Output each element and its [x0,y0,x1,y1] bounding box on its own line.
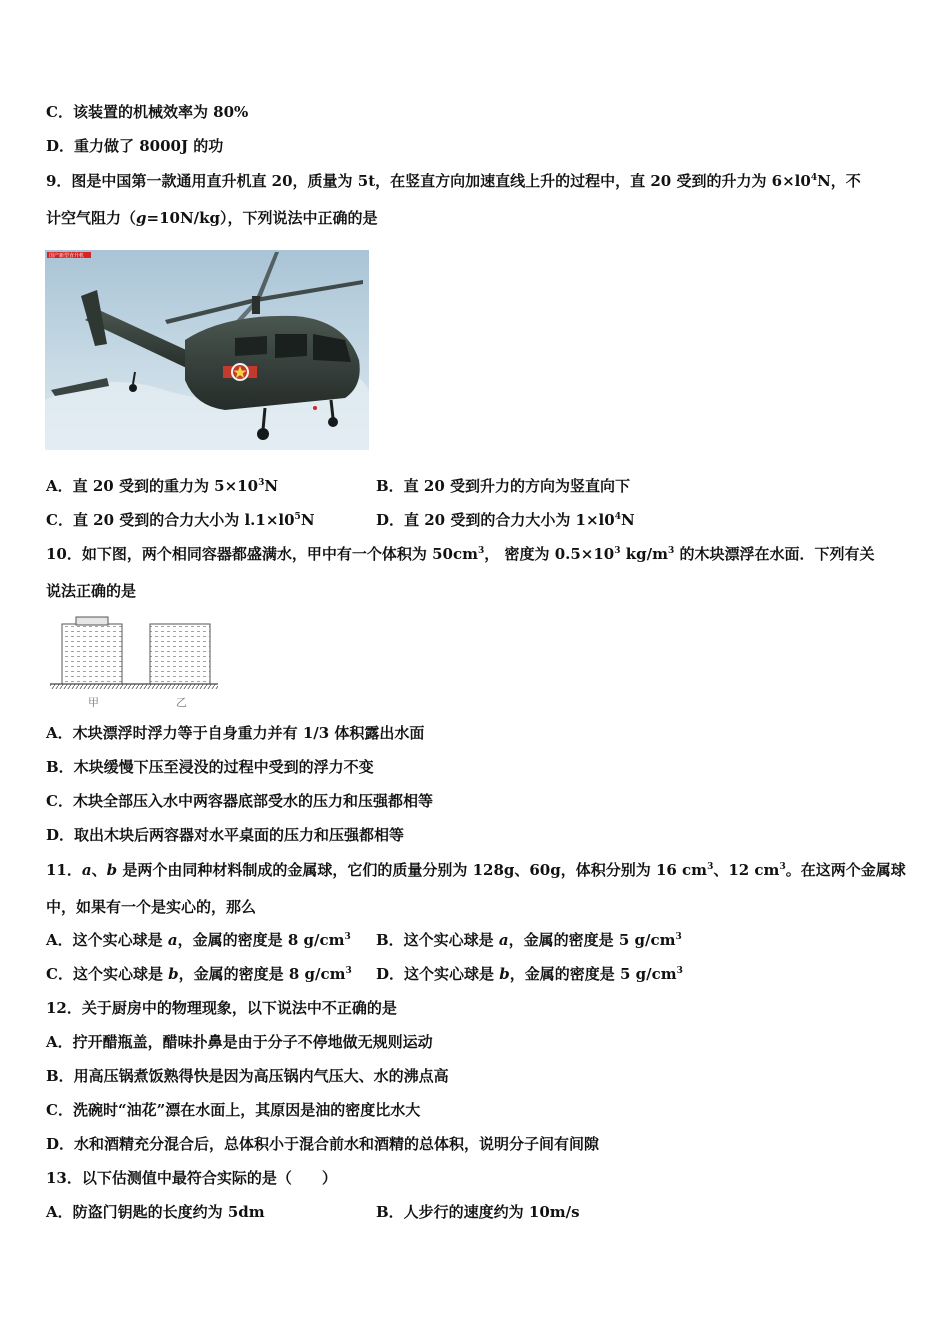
q8-option-c: C．该装置的机械效率为 80% [46,103,249,121]
q9-option-b: B．直 20 受到升力的方向为竖直向下 [376,477,630,495]
label-yi: 乙 [176,696,187,709]
q13-stem: 13．以下估测值中最符合实际的是（ ） [46,1169,337,1187]
q10-option-c: C．木块全部压入水中两容器底部受水的压力和压强都相等 [46,792,433,810]
q10-option-b: B．木块缓慢下压至浸没的过程中受到的浮力不变 [46,758,374,776]
q13-option-b: B．人步行的速度约为 10m/s [376,1203,580,1221]
q11-stem-line1: 11．a、b 是两个由同种材料制成的金属球，它们的质量分别为 128g、60g，体积分别为 16 $cm^3$、12 $cm^3$。在这两个金属球 [46,861,906,879]
q12-option-d: D．水和酒精充分混合后，总体积小于混合前水和酒精的总体积，说明分子间有间隙 [46,1135,600,1153]
q11-option-d: D．这个实心球是 b，金属的密度是 5 $g/cm^3$ [376,965,683,983]
q11-stem-line2: 中，如果有一个是实心的，那么 [46,898,257,916]
q11-option-a: A．这个实心球是 a，金属的密度是 8 $g/cm^3$ [46,931,351,949]
q12-option-b: B．用高压锅煮饭熟得快是因为高压锅内气压大、水的沸点高 [46,1067,449,1085]
containers-diagram [46,614,222,714]
q10-stem-line1: 10．如下图，两个相同容器都盛满水，甲中有一个体积为 $50cm^3$， 密度为 $0.5\times 10^3$ $kg/m^3$ 的木块漂浮在水面．下列有关 [46,545,875,563]
q8-option-d: D．重力做了 8000J 的功 [46,137,224,155]
q9-stem-line1: 9．图是中国第一款通用直升机直 20，质量为 5t，在竖直方向加速直线上升的过程中，直 20 受到的升力为 $6\times l0^4N$，不 [46,172,861,190]
q11-option-c: C．这个实心球是 b，金属的密度是 8 $g/cm^3$ [46,965,352,983]
q12-option-c: C．洗碗时“油花”漂在水面上，其原因是油的密度比水大 [46,1101,421,1119]
q12-stem: 12．关于厨房中的物理现象，以下说法中不正确的是 [46,999,397,1017]
helicopter-photo [45,250,369,450]
q12-option-a: A．拧开醋瓶盖，醋味扑鼻是由于分子不停地做无规则运动 [46,1033,433,1051]
photo-caption: 国产新型直升机 [49,253,85,259]
q9-option-d: D．直 20 受到的合力大小为 $1\times l0^4N$ [376,511,635,529]
q10-stem-line2: 说法正确的是 [46,582,137,600]
q13-option-a: A．防盗门钥匙的长度约为 5dm [46,1203,265,1221]
q11-option-b: B．这个实心球是 a，金属的密度是 5 $g/cm^3$ [376,931,682,949]
q9-option-a: A．直 20 受到的重力为 $5\times 10^3N$ [46,477,279,495]
q9-option-c: C．直 20 受到的合力大小为 $l.1\times l0^5N$ [46,511,315,529]
q10-option-a: A．木块漂浮时浮力等于自身重力并有 1/3 体积露出水面 [46,724,425,742]
label-jia: 甲 [88,696,99,709]
q10-option-d: D．取出木块后两容器对水平桌面的压力和压强都相等 [46,826,405,844]
q9-stem-line2: 计空气阻力（g=10N/kg），下列说法中正确的是 [46,209,378,227]
